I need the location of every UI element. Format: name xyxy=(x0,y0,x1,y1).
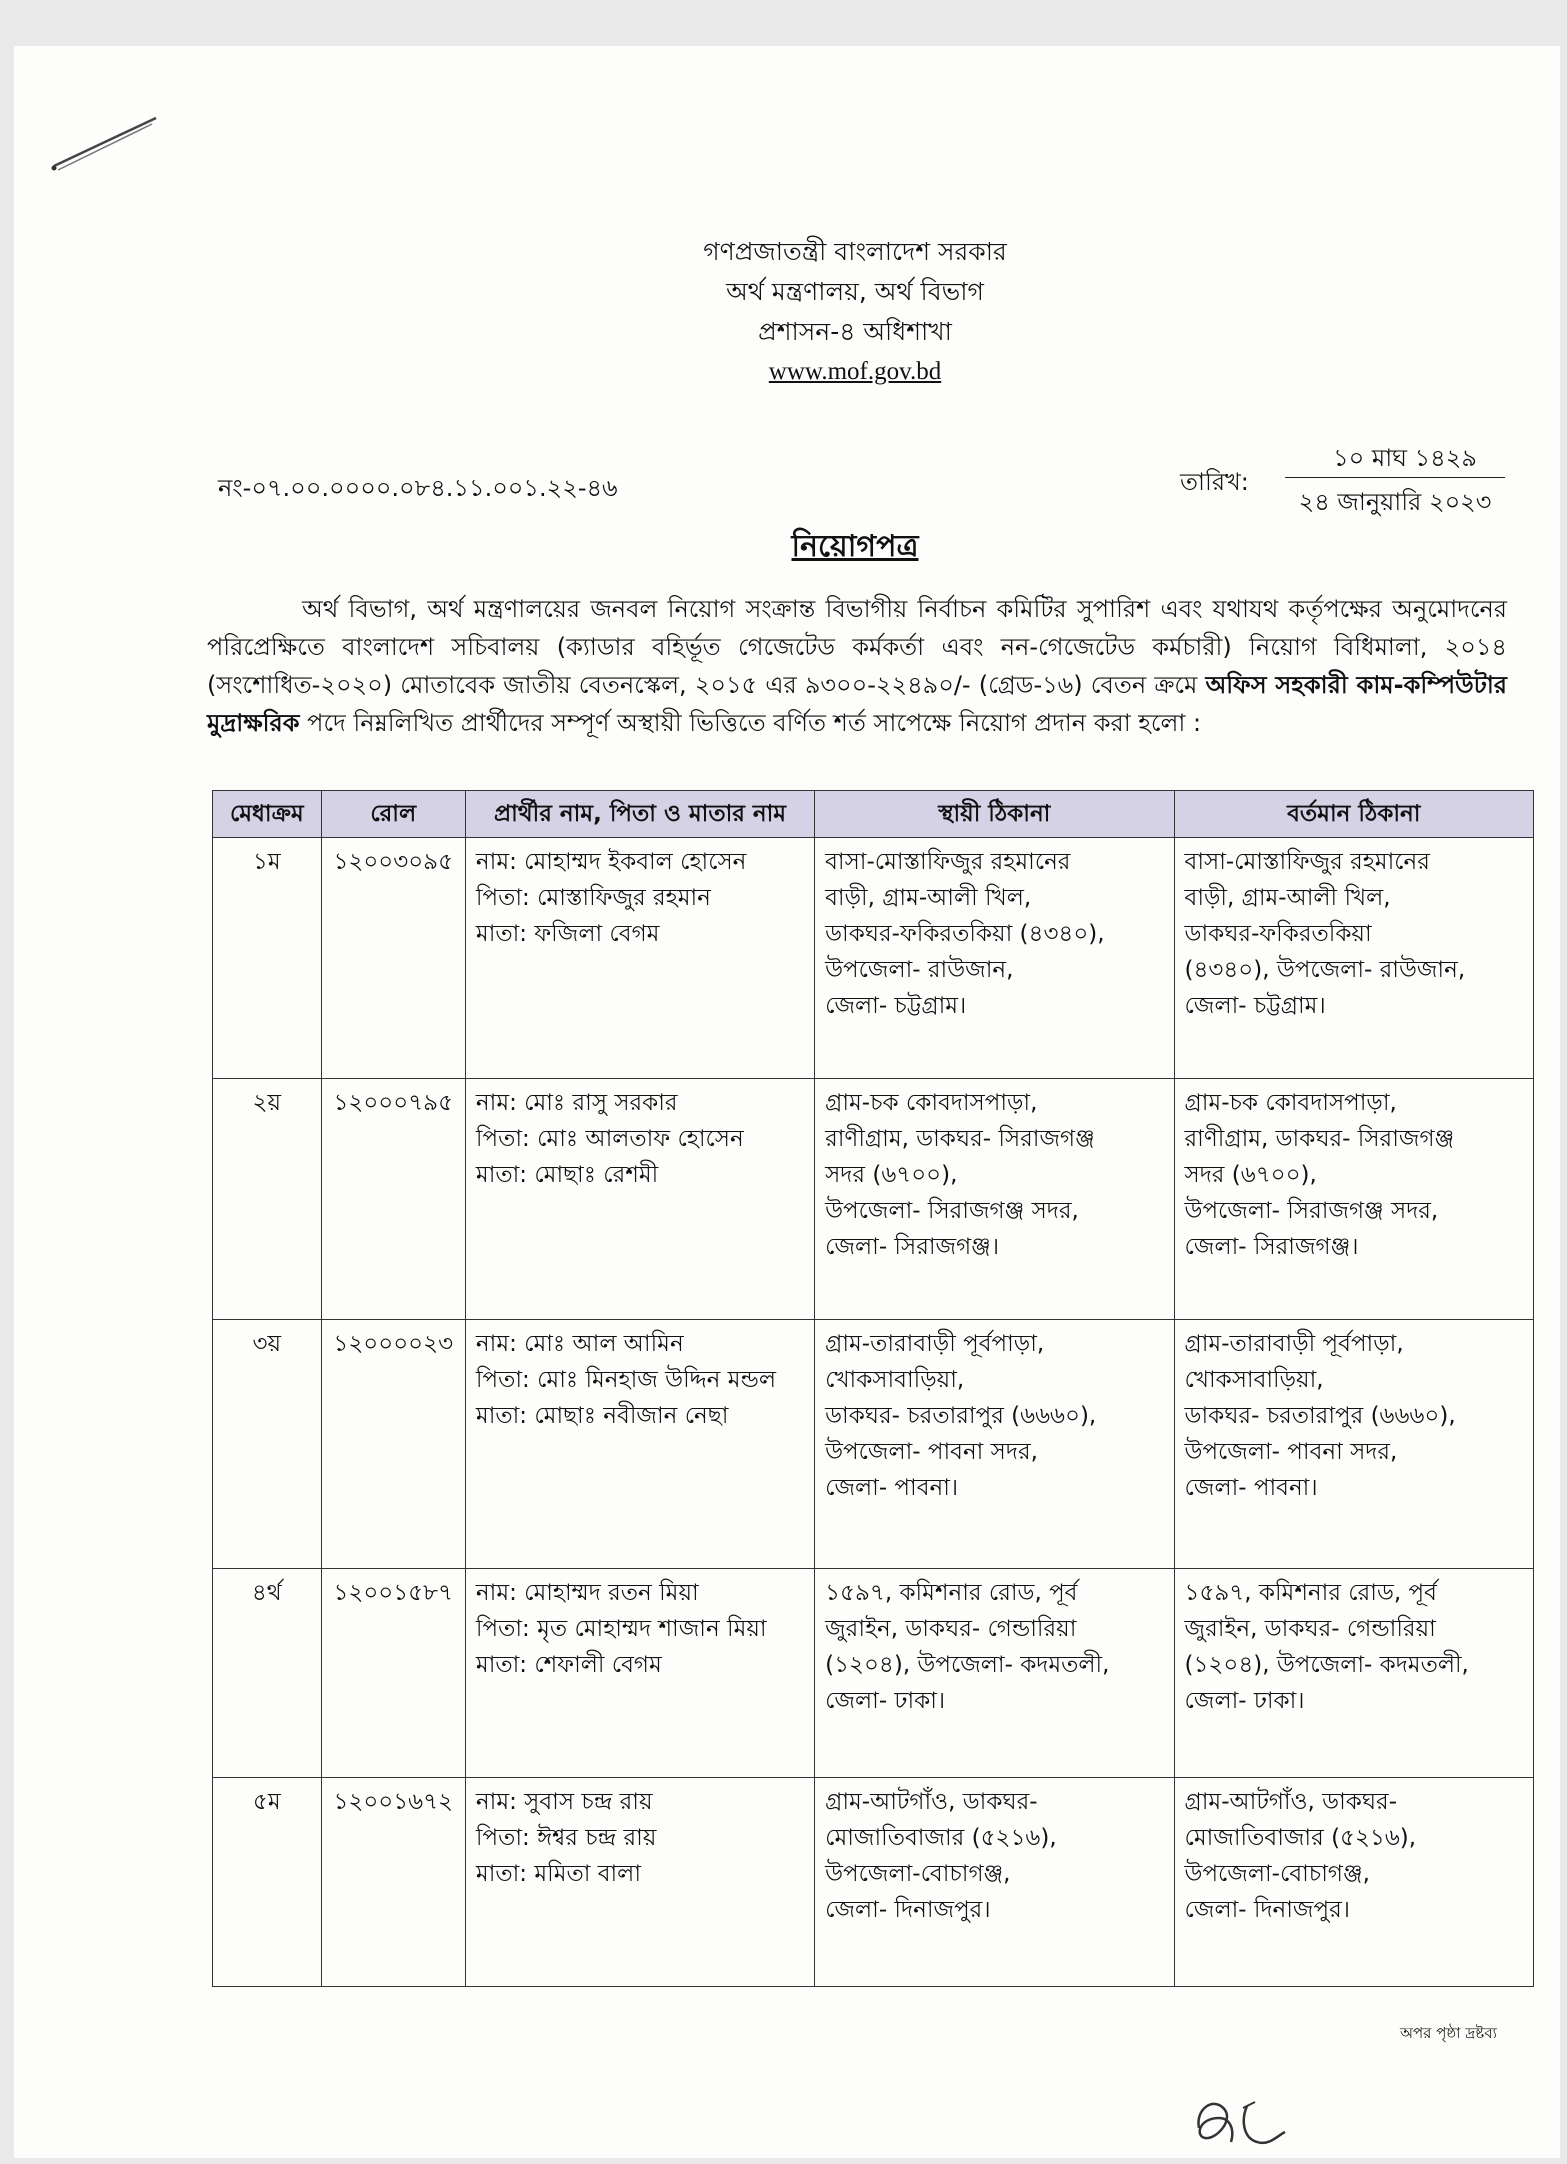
table-header-row xyxy=(213,791,1534,838)
current-address-cell xyxy=(1174,838,1533,1079)
permanent-address-cell xyxy=(815,1079,1174,1320)
address-line: রাণীগ্রাম, ডাকঘর- সিরাজগঞ্জ xyxy=(1184,1126,1455,1152)
candidate-name: নাম: মোঃ আল আমিন xyxy=(475,1331,684,1357)
father-name: পিতা: মোঃ মিনহাজ উদ্দিন মন্ডল xyxy=(475,1367,776,1393)
branch-name: প্রশাসন-৪ অধিশাখা xyxy=(758,317,952,346)
mother-name: মাতা: মমিতা বালা xyxy=(475,1861,641,1887)
address-line: গ্রাম-আটগাঁও, ডাকঘর- xyxy=(825,1789,1038,1815)
mother-name: মাতা: ফজিলা বেগম xyxy=(475,921,660,947)
merit-cell: ৫ম xyxy=(213,1778,322,1987)
date-gregorian: ২৪ জানুয়ারি ২০২৩ xyxy=(1298,488,1492,516)
address-line: জেলা- দিনাজপুর। xyxy=(825,1897,991,1923)
date-bangla: ১০ মাঘ ১৪২৯ xyxy=(1333,444,1477,472)
address-line: জেলা- সিরাজগঞ্জ। xyxy=(1184,1234,1359,1260)
col-current-address: বর্তমান ঠিকানা xyxy=(1174,791,1533,838)
address-line: গ্রাম-তারাবাড়ী পূর্বপাড়া, xyxy=(1184,1331,1404,1357)
merit-cell: ১ম xyxy=(213,838,322,1079)
address-line: জেলা- সিরাজগঞ্জ। xyxy=(825,1234,1000,1260)
candidate-name: নাম: মোঃ রাসু সরকার xyxy=(475,1090,678,1116)
ministry-name: অর্থ মন্ত্রণালয়, অর্থ বিভাগ xyxy=(726,277,984,306)
current-address-cell xyxy=(1174,1569,1533,1778)
address-line: গ্রাম-আটগাঁও, ডাকঘর- xyxy=(1184,1789,1397,1815)
address-line: জুরাইন, ডাকঘর- গেন্ডারিয়া xyxy=(825,1616,1077,1642)
mother-name: মাতা: শেফালী বেগম xyxy=(475,1652,662,1678)
address-line: ডাকঘর-ফকিরতকিয়া xyxy=(1184,921,1372,947)
col-roll: রোল xyxy=(321,791,465,838)
body-paragraph xyxy=(207,590,1507,742)
address-line: জেলা- দিনাজপুর। xyxy=(1184,1897,1350,1923)
address-line: ডাকঘর- চরতারাপুর (৬৬৬০), xyxy=(1184,1403,1456,1429)
address-line: খোকসাবাড়িয়া, xyxy=(825,1367,965,1393)
name-cell xyxy=(465,1320,814,1569)
address-line: সদর (৬৭০০), xyxy=(1184,1162,1317,1188)
table-row xyxy=(213,838,1534,1079)
candidate-table xyxy=(212,790,1534,1987)
address-line: গ্রাম-তারাবাড়ী পূর্বপাড়া, xyxy=(825,1331,1045,1357)
col-name: প্রার্থীর নাম, পিতা ও মাতার নাম xyxy=(465,791,814,838)
roll-cell: ১২০০০০২৩ xyxy=(321,1320,465,1569)
address-line: (৪৩৪০), উপজেলা- রাউজান, xyxy=(1184,957,1466,983)
body-text-after: পদে নিম্নলিখিত প্রার্থীদের সম্পূর্ণ অস্থায়ী ভিত্তিতে বর্ণিত শর্ত সাপেক্ষে নিয়োগ প্রদান করা হলো : xyxy=(299,709,1202,737)
page-signature xyxy=(1185,2088,1295,2154)
address-line: মোজাতিবাজার (৫২১৬), xyxy=(825,1825,1057,1851)
address-line: জেলা- ঢাকা। xyxy=(1184,1688,1305,1714)
permanent-address-cell xyxy=(815,1778,1174,1987)
address-line: জেলা- ঢাকা। xyxy=(825,1688,946,1714)
website-link[interactable]: www.mof.gov.bd xyxy=(768,358,942,385)
table-row xyxy=(213,1079,1534,1320)
address-line: গ্রাম-চক কোবদাসপাড়া, xyxy=(1184,1090,1397,1116)
post-name: অফিস সহকারী কাম-কম্পিউটার মুদ্রাক্ষরিক xyxy=(207,671,1507,737)
address-line: বাসা-মোস্তাফিজুর রহমানের xyxy=(825,849,1071,875)
father-name: পিতা: ঈশ্বর চন্দ্র রায় xyxy=(475,1825,657,1851)
roll-cell: ১২০০১৬৭২ xyxy=(321,1778,465,1987)
body-text-before: অর্থ বিভাগ, অর্থ মন্ত্রণালয়ের জনবল নিয়োগ সংক্রান্ত বিভাগীয় নির্বাচন কমিটির সুপারিশ এবং যথাযথ কর্তৃপক্ষের অনুমোদনের পরিপ্রেক্ষিতে বাংলাদেশ সচিবালয় (ক্যাডার বহির্ভূত গেজেটেড কর্মকর্তা এবং নন-গেজেটেড কর্মচারী) নিয়োগ বিধিমালা, ২০১৪ (সংশোধিত-২০২০) মোতাবেক জাতীয় বেতনস্কেল, ২০১৫ এর ৯৩০০-২২৪৯০/- (গ্রেড-১৬) বেতন ক্রমে xyxy=(207,595,1507,699)
address-line: উপজেলা- পাবনা সদর, xyxy=(825,1439,1038,1465)
address-line: উপজেলা- পাবনা সদর, xyxy=(1184,1439,1398,1465)
address-line: রাণীগ্রাম, ডাকঘর- সিরাজগঞ্জ xyxy=(825,1126,1095,1152)
address-line: বাসা-মোস্তাফিজুর রহমানের xyxy=(1184,849,1430,875)
address-line: উপজেলা-বোচাগঞ্জ, xyxy=(825,1861,1011,1887)
address-line: বাড়ী, গ্রাম-আলী খিল, xyxy=(825,885,1032,911)
address-line: (১২০৪), উপজেলা- কদমতলী, xyxy=(825,1652,1110,1678)
merit-cell: ২য় xyxy=(213,1079,322,1320)
permanent-address-cell xyxy=(815,1569,1174,1778)
col-permanent-address: স্থায়ী ঠিকানা xyxy=(815,791,1174,838)
name-cell xyxy=(465,838,814,1079)
address-line: জেলা- পাবনা। xyxy=(825,1475,959,1501)
name-cell xyxy=(465,1569,814,1778)
name-cell xyxy=(465,1778,814,1987)
address-line: খোকসাবাড়িয়া, xyxy=(1184,1367,1324,1393)
roll-cell: ১২০০০৭৯৫ xyxy=(321,1079,465,1320)
address-line: জেলা- পাবনা। xyxy=(1184,1475,1318,1501)
address-line: বাড়ী, গ্রাম-আলী খিল, xyxy=(1184,885,1391,911)
name-cell xyxy=(465,1079,814,1320)
permanent-address-cell xyxy=(815,1320,1174,1569)
page-continue-note: অপর পৃষ্ঠা দ্রষ্টব্য xyxy=(1400,2024,1497,2042)
pen-mark xyxy=(46,110,166,180)
candidate-name: নাম: মোহাম্মদ রতন মিয়া xyxy=(475,1580,699,1606)
address-line: ডাকঘর- চরতারাপুর (৬৬৬০), xyxy=(825,1403,1097,1429)
current-address-cell xyxy=(1174,1320,1533,1569)
permanent-address-cell xyxy=(815,838,1174,1079)
table-row xyxy=(213,1778,1534,1987)
address-line: মোজাতিবাজার (৫২১৬), xyxy=(1184,1825,1417,1851)
current-address-cell xyxy=(1174,1079,1533,1320)
address-line: উপজেলা- সিরাজগঞ্জ সদর, xyxy=(825,1198,1079,1224)
address-line: জেলা- চট্টগ্রাম। xyxy=(825,993,967,1019)
merit-cell: ৩য় xyxy=(213,1320,322,1569)
address-line: জেলা- চট্টগ্রাম। xyxy=(1184,993,1326,1019)
merit-cell: ৪র্থ xyxy=(213,1569,322,1778)
address-line: ১৫৯৭, কমিশনার রোড, পূর্ব xyxy=(1184,1580,1437,1606)
address-line: ১৫৯৭, কমিশনার রোড, পূর্ব xyxy=(825,1580,1078,1606)
mother-name: মাতা: মোছাঃ রেশমী xyxy=(475,1162,659,1188)
address-line: ডাকঘর-ফকিরতকিয়া (৪৩৪০), xyxy=(825,921,1105,947)
letterhead xyxy=(0,232,1567,392)
document-title: নিয়োগপত্র xyxy=(791,529,919,564)
father-name: পিতা: মৃত মোহাম্মদ শাজান মিয়া xyxy=(475,1616,767,1642)
table-row xyxy=(213,1569,1534,1778)
govt-name: গণপ্রজাতন্ত্রী বাংলাদেশ সরকার xyxy=(703,237,1007,266)
father-name: পিতা: মোস্তাফিজুর রহমান xyxy=(475,885,711,911)
candidate-name: নাম: মোহাম্মদ ইকবাল হোসেন xyxy=(475,849,747,875)
address-line: জুরাইন, ডাকঘর- গেন্ডারিয়া xyxy=(1184,1616,1436,1642)
table-row xyxy=(213,1320,1534,1569)
mother-name: মাতা: মোছাঃ নবীজান নেছা xyxy=(475,1403,729,1429)
date-divider xyxy=(1285,477,1505,478)
address-line: উপজেলা-বোচাগঞ্জ, xyxy=(1184,1861,1370,1887)
father-name: পিতা: মোঃ আলতাফ হোসেন xyxy=(475,1126,744,1152)
col-merit: মেধাক্রম xyxy=(213,791,322,838)
memo-number: নং-০৭.০০.০০০০.০৮৪.১১.০০১.২২-৪৬ xyxy=(218,474,618,502)
date-label: তারিখ: xyxy=(1180,468,1249,496)
address-line: সদর (৬৭০০), xyxy=(825,1162,958,1188)
roll-cell: ১২০০১৫৮৭ xyxy=(321,1569,465,1778)
current-address-cell xyxy=(1174,1778,1533,1987)
address-line: (১২০৪), উপজেলা- কদমতলী, xyxy=(1184,1652,1469,1678)
address-line: উপজেলা- সিরাজগঞ্জ সদর, xyxy=(1184,1198,1439,1224)
roll-cell: ১২০০৩০৯৫ xyxy=(321,838,465,1079)
candidate-name: নাম: সুবাস চন্দ্র রায় xyxy=(475,1789,653,1815)
address-line: গ্রাম-চক কোবদাসপাড়া, xyxy=(825,1090,1038,1116)
address-line: উপজেলা- রাউজান, xyxy=(825,957,1014,983)
